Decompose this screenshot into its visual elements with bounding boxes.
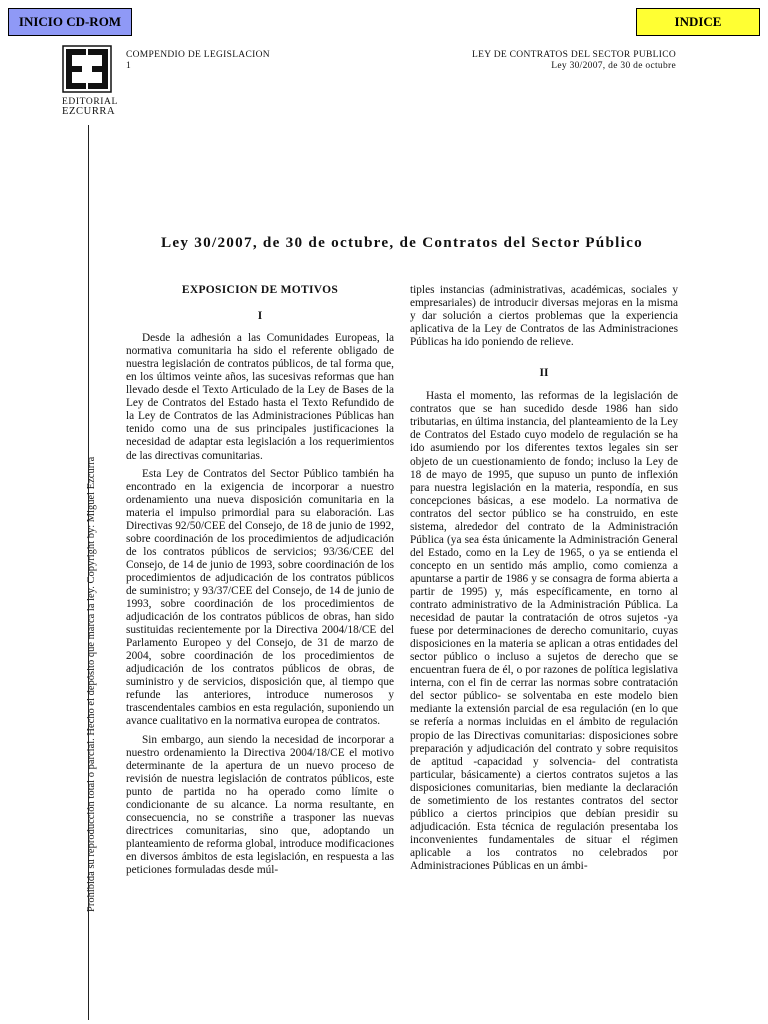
compendium-title: COMPENDIO DE LEGISLACION (126, 50, 270, 60)
logo-line-ezcurra: EZCURRA (62, 106, 116, 117)
paragraph: Esta Ley de Contratos del Sector Público también ha encontrado en la exigencia de incorporar a nuestro ordenamiento una nueva disposición comunitaria en la materia el impulso primordial para su elaboración. Las Directivas 92/50/CEE del Consejo, de 18 de junio de 1992, sobre coordinación de los procedimientos de adjudicación de los contratos públicos de servicios; 93/36/CEE del Consejo, de 14 de junio de 1993, sobre coordinación de los procedimientos de adjudicación de los contratos públicos de suministro; y 93/37/CEE del Consejo, de 14 de junio de 1993, sobre coordinación de los procedimientos de adjudicación de los contratos públicos de obras, han sido sustituidas recientemente por la Directiva 2004/18/CE del Parlamento Europeo y del Consejo, de 31 de marzo de 2004, sobre coordinación de los procedimientos de adjudicación de los contratos públicos de obras, de suministro y de servicios, disposición que, al tiempo que refunde las anteriores, introduce numerosos y trascendentales cambios en esta regulación, suponiendo un avance cualitativo en la normativa europea de contratos. (126, 467, 394, 728)
section-number-ii: II (539, 367, 549, 380)
running-subtitle: Ley 30/2007, de 30 de octubre (551, 61, 676, 71)
section-heading: EXPOSICION DE MOTIVOS (181, 284, 339, 296)
ezcurra-logo-icon (62, 45, 112, 93)
left-column (126, 284, 394, 1016)
right-column (410, 284, 678, 1016)
inicio-cd-rom-button[interactable]: INICIO CD-ROM (8, 8, 132, 36)
section-number-i: I (257, 310, 263, 323)
page-number: 1 (126, 61, 132, 71)
logo-line-editorial: EDITORIAL (62, 97, 118, 107)
paragraph-continuation: tiples instancias (administrativas, académicas, sociales y empresariales) de introducir diversas mejoras en la misma y dar solución a ciertos problemas que la experiencia aplicativa de la Ley de Contratos de las Administraciones Públicas ha ido poniendo de relieve. (410, 284, 678, 349)
copyright-notice: Prohibida su reproducción total o parcial. Hecho el depósito que marca la ley. Copyright by: Miguel Ezcurra (86, 456, 97, 912)
page-title: Ley 30/2007, de 30 de octubre, de Contratos del Sector Público (161, 234, 643, 251)
running-title: LEY DE CONTRATOS DEL SECTOR PUBLICO (472, 50, 676, 60)
header-left (126, 50, 270, 72)
paragraph: Sin embargo, aun siendo la necesidad de incorporar a nuestro ordenamiento la Directiva 2004/18/CE el motivo determinante de la apertura de un nuevo proceso de revisión de nuestra legislación de contratos públicos, este punto de partida no ha operado como límite o condicionante de su alcance. La norma resultante, en consecuencia, no se constriñe a trasponer las nuevas directrices comunitarias, sino que, adoptando un planteamiento de reforma global, introduce modificaciones en diversos ámbitos de esta legislación, en respuesta a las peticiones formuladas desde múl- (126, 733, 394, 876)
header-right (430, 50, 676, 72)
paragraph: Hasta el momento, las reformas de la legislación de contratos que se han sucedido desde 1986 han sido tributarias, en última instancia, del planteamiento de la Ley de Contratos del Estado cuyo modelo de regulación se ha ido asumiendo por los diferentes textos legales sin ser objeto de un cuestionamiento de fondo; incluso la Ley de 18 de mayo de 1995, que supuso un punto de inflexión para nuestra legislación en la materia, respondía, en sus concepciones básicas, a ese modelo. La normativa de contratos del sector público se ha construido, en este sistema, alrededor del contrato de la Administración Pública (ya sea ésta únicamente la Administración General del Estado, como en la Ley de 1965, o ya se entienda el concepto en un sentido más amplio, como comienza a apuntarse a partir de 1986 y se consagra de forma abierta a partir de 1995) y, más específicamente, en torno al contrato administrativo de la Administración Pública. La necesidad de pautar la contratación de otros sujetos -ya fuese por determinaciones de derecho comunitario, cuyas disposiciones en la materia se aplican a otras entidades del sector público o incluso a sujetos de derecho que se encuentran fuera de él, o por razones de política legislativa interna, con el fin de cerrar las normas sobre contratación del sector público- se solventaba en este modelo bien mediante la extensión parcial de esa regulación (en lo que se refería a normas incluidas en el ámbito de regulación propio de las Directivas comunitarias: disposiciones sobre preparación y adjudicación del contrato y sobre requisitos de aptitud -capacidad y solvencia- del contratista particular, básicamente) a ciertos contratos sujetos a las disposiciones comunitarias, bien mediante la declaración de sometimiento de los restantes contratos del sector público a ciertos principios que debían presidir su adjudicación. Esta técnica de regulación presentaba los inconvenientes fundamentales de situar el régimen aplicable a los contratos no celebrados por Administraciones Públicas en un ámbi- (410, 390, 678, 872)
editorial-logo (62, 45, 118, 117)
indice-button[interactable]: INDICE (636, 8, 760, 36)
paragraph: Desde la adhesión a las Comunidades Europeas, la normativa comunitaria ha sido el referente obligado de nuestra legislación de contratos públicos, de tal forma que, en los últimos veinte años, las sucesivas reformas que han llevado desde el Texto Articulado de la Ley de Bases de la Ley de Contratos del Estado hasta el Texto Refundido de la Ley de Contratos de las Administraciones Públicas han tenido como una de sus principales justificaciones la necesidad de adaptar esta legislación a los requerimientos de las directivas comunitarias. (126, 332, 394, 462)
